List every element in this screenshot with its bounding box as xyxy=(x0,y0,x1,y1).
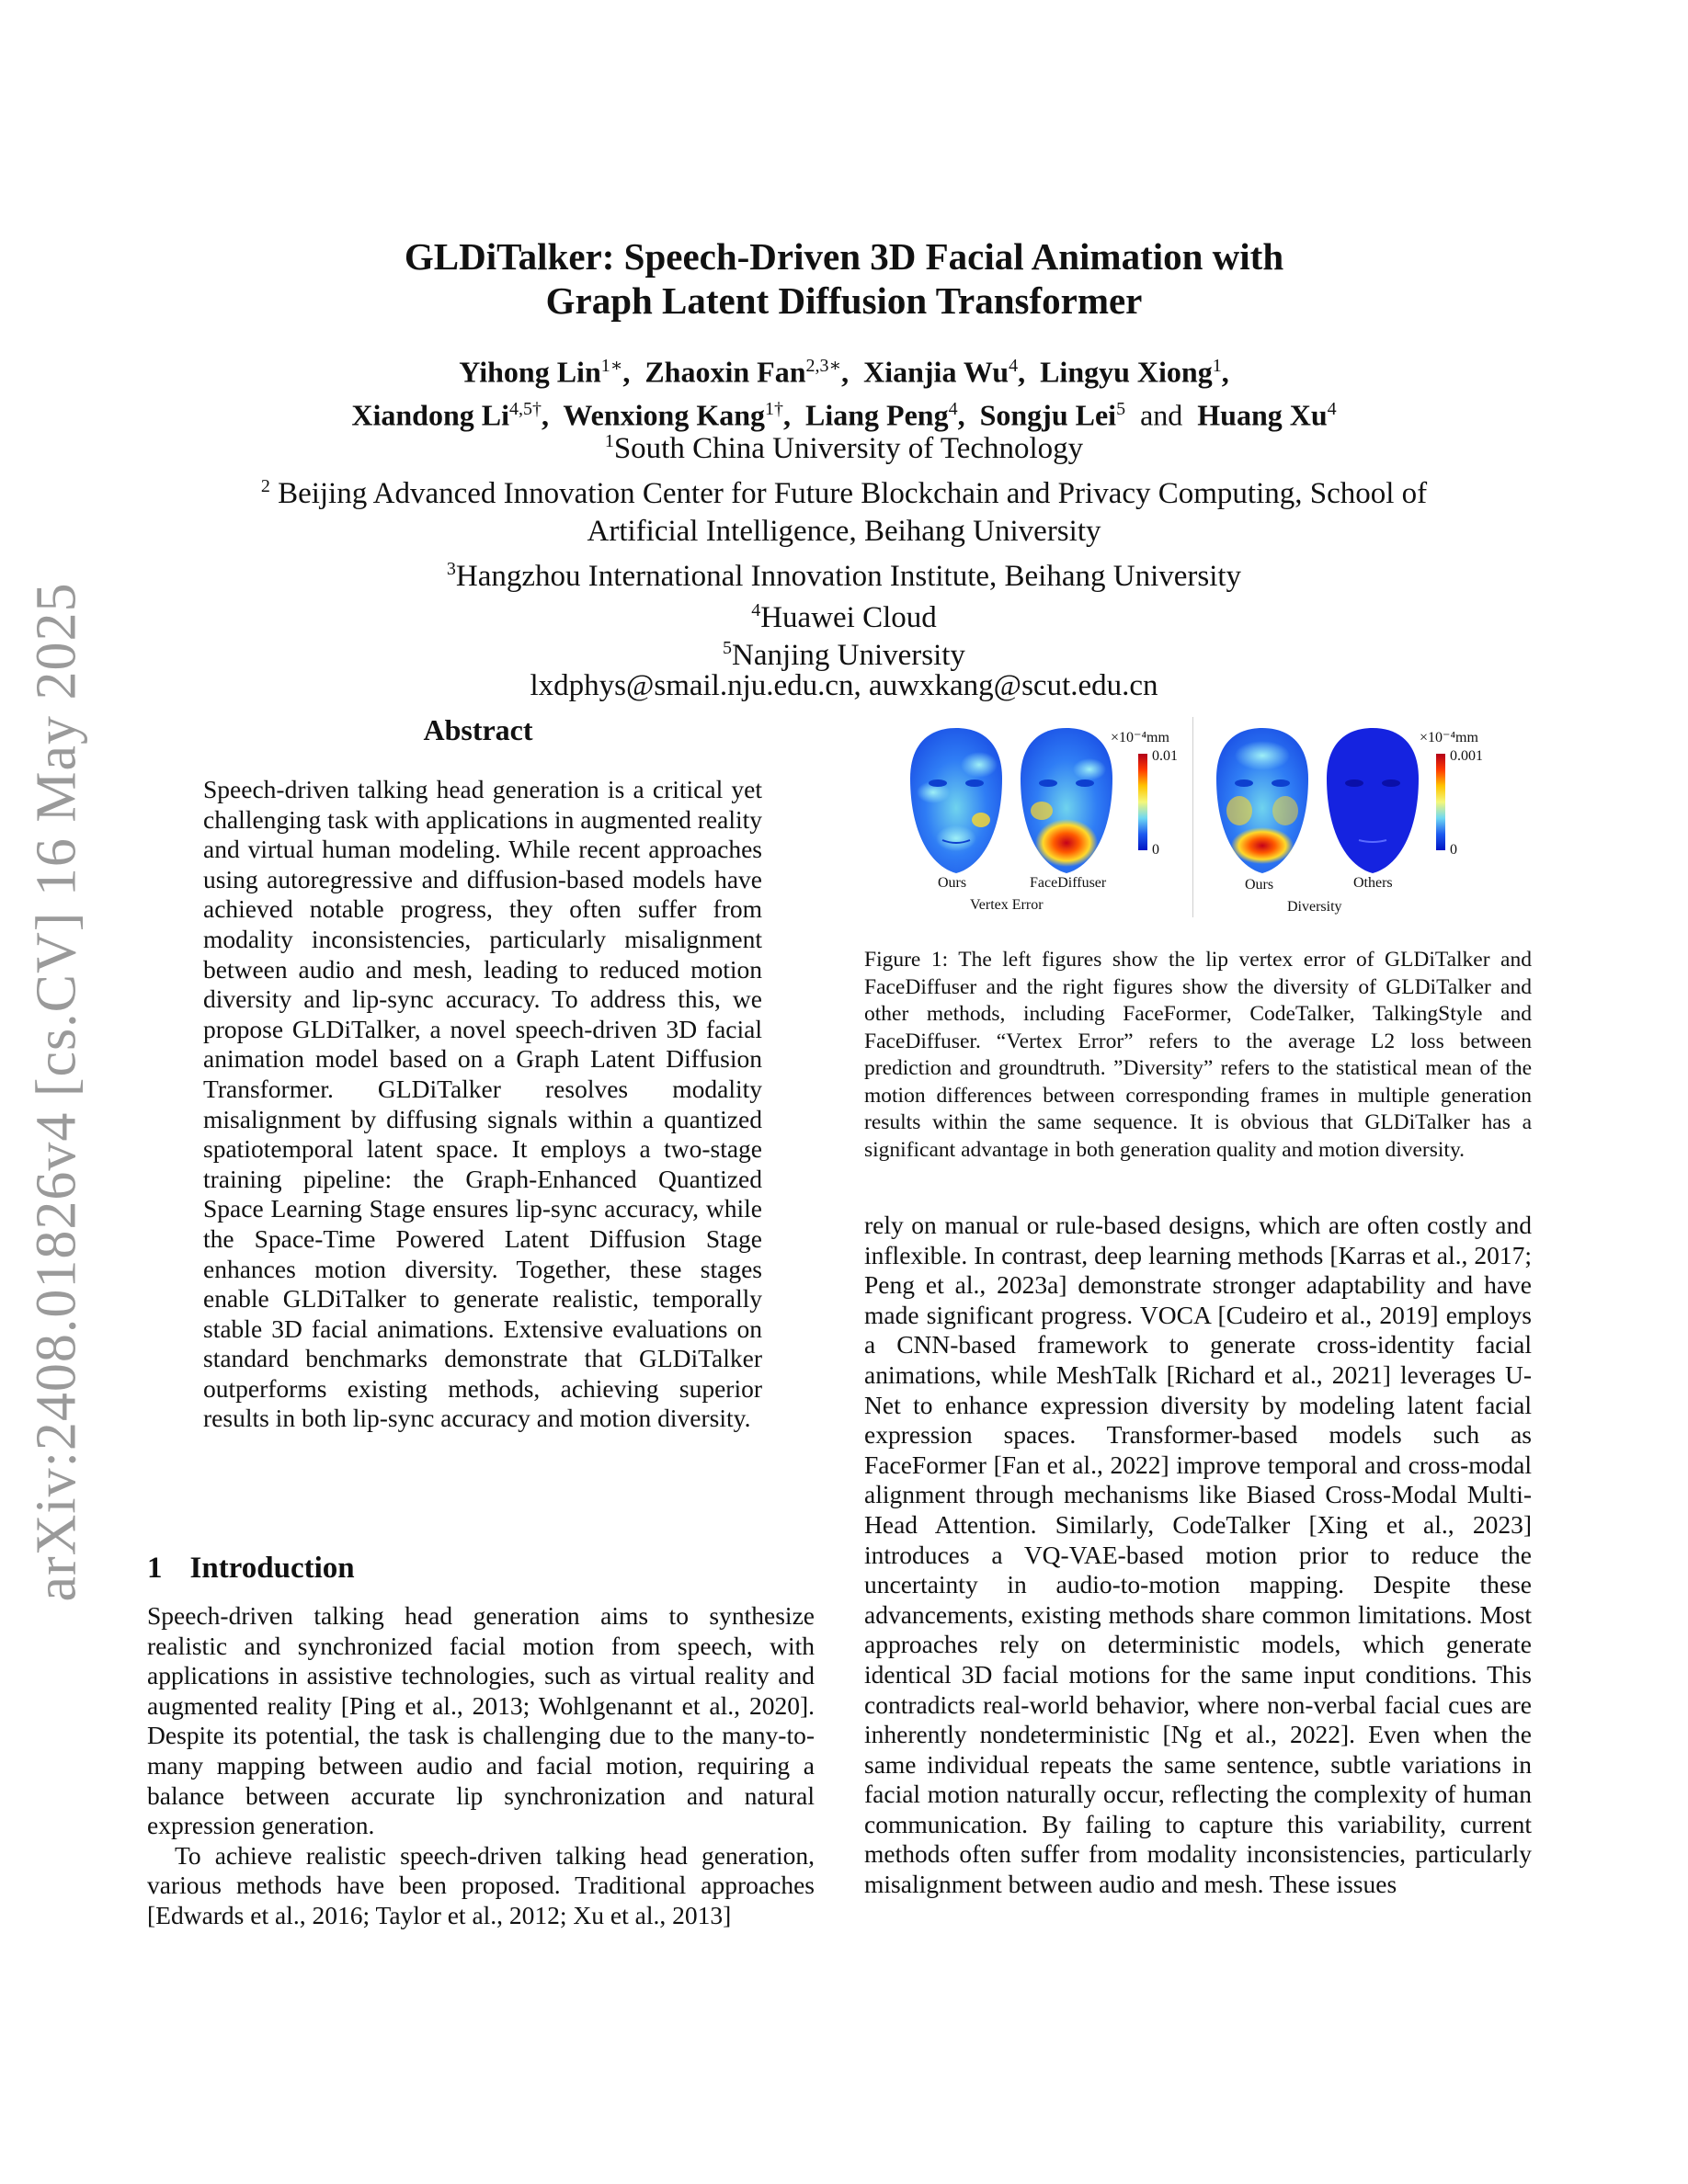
colorbar-unit-left: ×10⁻⁴mm xyxy=(1111,730,1169,745)
abstract-body xyxy=(203,775,762,1434)
author-list xyxy=(0,347,1688,433)
figure-divider xyxy=(1192,717,1193,917)
affiliation-3 xyxy=(0,551,1688,596)
author-line-1: Yihong Lin$^{1∗}$, Zhaoxin Fan$^{2,3∗}$, Xianjia Wu$^4$, Lingyu Xiong$^1$, xyxy=(459,355,1229,389)
colorbar-max-right: 0.001 xyxy=(1450,748,1483,764)
title-line-1: GLDiTalker: Speech-Driven 3D Facial Animation with xyxy=(404,235,1284,278)
colorbar-diversity xyxy=(1436,754,1445,850)
face-facediffuser-vertex-error xyxy=(1021,728,1112,873)
contact-emails: lxdphys@smail.nju.edu.cn, auwxkang@scut.edu.cn xyxy=(530,669,1158,702)
introduction-right-column xyxy=(864,1211,1532,1900)
author-name: Huang Xu xyxy=(1197,398,1328,432)
face-others-diversity xyxy=(1327,728,1419,873)
author-name: Yihong Lin xyxy=(459,355,601,389)
affiliation-2 xyxy=(0,468,1688,513)
affiliation-text: Nanjing University xyxy=(732,639,965,672)
label-ours-vertex: Ours xyxy=(938,875,967,891)
section-title: Introduction xyxy=(189,1552,355,1585)
figure-1-caption: Figure 1: The left figures show the lip vertex error of GLDiTalker and FaceDiffuser and the right figures show the diversity of GLDiTalker and other methods, including FaceFormer, CodeTalker, TalkingStyle and FaceDiffuser. “Vertex Error” refers to the average L2 loss between prediction and groundtruth. ”Diversity” refers to the statistical mean of the motion differences between corresponding frames in multiple generation results within the same sequence. It is obvious that GLDiTalker has a significant advantage in both generation quality and motion diversity. xyxy=(864,948,1532,1162)
affiliation-text: South China University of Technology xyxy=(613,432,1084,465)
affiliation-1 xyxy=(0,423,1688,468)
author-affiliation-mark: 4 xyxy=(948,398,958,419)
face-ours-vertex-error xyxy=(910,728,1002,873)
author-name: Lingyu Xiong xyxy=(1040,355,1213,389)
face-ours-diversity xyxy=(1216,728,1308,873)
author-affiliation-mark: 2,3∗ xyxy=(805,356,842,376)
colorbar-min-right: 0 xyxy=(1450,842,1457,858)
author-name: Wenxiong Kang xyxy=(563,398,765,432)
author-name: Xianjia Wu xyxy=(863,355,1009,389)
figure-faces-graphic xyxy=(864,717,1532,924)
affiliation-mark: 4 xyxy=(751,600,761,620)
affiliation-4 xyxy=(0,596,1688,633)
author-name: Zhaoxin Fan xyxy=(644,355,806,389)
author-conjunction: and xyxy=(1140,398,1183,432)
abstract-heading: Abstract xyxy=(423,713,533,746)
author-affiliation-mark: 1∗ xyxy=(600,356,623,376)
author-affiliation-mark: 1† xyxy=(765,398,783,419)
intro-right-text: rely on manual or rule-based designs, which are often costly and inflexible. In contrast, deep learning methods [Karras et al., 2017; Peng et al., 2023a] demonstrate stronger adaptability and have made significant progress. VOCA [Cudeiro et al., 2019] employs a CNN-based framework to generate cross-identity facial animations, while MeshTalk [Richard et al., 2021] leverages U-Net to enhance expression diversity by modeling latent facial expression spaces. Transformer-based models such as FaceFormer [Fan et al., 2022] improve temporal and cross-modal alignment through mechanisms like Biased Cross-Modal Multi-Head Attention. Similarly, CodeTalker [Xing et al., 2023] introduces a VQ-VAE-based motion prior to reduce the uncertainty in audio-to-motion mapping. Despite these advancements, existing methods share common limitations. Most approaches rely on deterministic models, which generate identical 3D facial motions for the same input conditions. This contradicts real-world behavior, where non-verbal facial cues are inherently nondeterministic [Ng et al., 2022]. Even when the same individual repeats the same sentence, subtle variations in facial motion naturally occur, reflecting the complexity of human communication. By failing to capture this variability, current methods often suffer from modality inconsistencies, particularly misalignment between audio and mesh. These issues xyxy=(864,1211,1532,1899)
affiliation-list xyxy=(0,423,1688,701)
affiliation-mark: 5 xyxy=(723,638,733,658)
label-diversity: Diversity xyxy=(1287,899,1342,915)
affiliation-text: Beijing Advanced Innovation Center for Future Blockchain and Privacy Computing, School of xyxy=(269,477,1428,510)
author-affiliation-mark: 1 xyxy=(1212,356,1222,376)
section-1-heading xyxy=(147,1552,355,1586)
author-name: Songju Lei xyxy=(979,398,1117,432)
colorbar-min-left: 0 xyxy=(1152,842,1159,858)
title-line-2: Graph Latent Diffusion Transformer xyxy=(545,279,1143,322)
introduction-left-column xyxy=(147,1601,815,1931)
affiliation-mark: 1 xyxy=(604,431,614,451)
author-name: Xiandong Li xyxy=(351,398,509,432)
author-affiliation-mark: 4,5† xyxy=(508,398,542,419)
figure-1 xyxy=(864,717,1532,924)
affiliation-text: Hangzhou International Innovation Institute, Beihang University xyxy=(455,560,1242,593)
label-ours-diversity: Ours xyxy=(1245,877,1274,893)
abstract-text: Speech-driven talking head generation is a critical yet challenging task with applications in augmented reality and virtual human modeling. While recent approaches using autoregressive and diffusion-based models have achieved notable progress, they often suffer from modality inconsistencies, particularly misalignment between audio and mesh, leading to reduced motion diversity and lip-sync accuracy. To address this, we propose GLDiTalker, a novel speech-driven 3D facial animation model based on a Graph Latent Diffusion Transformer. GLDiTalker resolves modality misalignment by diffusing signals within a quantized spatiotemporal latent space. It employs a two-stage training pipeline: the Graph-Enhanced Quantized Space Learning Stage ensures lip-sync accuracy, while the Space-Time Powered Latent Diffusion Stage enhances motion diversity. Together, these stages enable GLDiTalker to generate realistic, temporally stable 3D facial animations. Extensive evaluations on standard benchmarks demonstrate that GLDiTalker outperforms existing methods, achieving superior results in both lip-sync accuracy and motion diversity. xyxy=(203,775,762,1433)
arxiv-side-stamp: arXiv:2408.01826v4 [cs.CV] 16 May 2025 xyxy=(25,582,88,1602)
author-name: Liang Peng xyxy=(805,398,949,432)
colorbar-vertex-error xyxy=(1138,754,1147,850)
colorbar-max-left: 0.01 xyxy=(1152,748,1178,764)
section-number: 1 xyxy=(147,1552,163,1585)
author-affiliation-mark: 4 xyxy=(1327,398,1337,419)
affiliation-2-cont: Artificial Intelligence, Beihang University xyxy=(587,515,1101,548)
affiliation-5 xyxy=(0,633,1688,671)
affiliation-text: Huawei Cloud xyxy=(760,601,937,634)
author-line-2: Xiandong $Li^{4,5\dagger}$, Wenxiong Kang$^{1\dagger}$, Liang Peng$^4$, Songju Lei$^5$ and Huang Xu$^4$ xyxy=(351,398,1337,432)
affiliation-mark: 2 xyxy=(260,476,270,496)
author-affiliation-mark: 4 xyxy=(1009,356,1019,376)
affiliation-mark: 3 xyxy=(446,559,456,579)
intro-paragraph-1: Speech-driven talking head generation aims to synthesize realistic and synchronized facial motion from speech, with applications in assistive technologies, such as virtual reality and augmented reality [Ping et al., 2013; Wohlgenannt et al., 2020]. Despite its potential, the task is challenging due to the many-to-many mapping between audio and facial motion, requiring a balance between accurate lip synchronization and natural expression generation. xyxy=(147,1601,815,1840)
label-others: Others xyxy=(1353,875,1393,891)
author-affiliation-mark: 5 xyxy=(1116,398,1126,419)
label-vertex-error: Vertex Error xyxy=(970,897,1044,913)
label-facediffuser: FaceDiffuser xyxy=(1030,875,1107,891)
paper-title xyxy=(0,234,1688,323)
intro-paragraph-2: To achieve realistic speech-driven talking head generation, various methods have been proposed. Traditional approaches [Edwards et al., 2016; Taylor et al., 2012; Xu et al., 2013] xyxy=(147,1840,815,1929)
colorbar-unit-right: ×10⁻⁴mm xyxy=(1420,730,1478,745)
